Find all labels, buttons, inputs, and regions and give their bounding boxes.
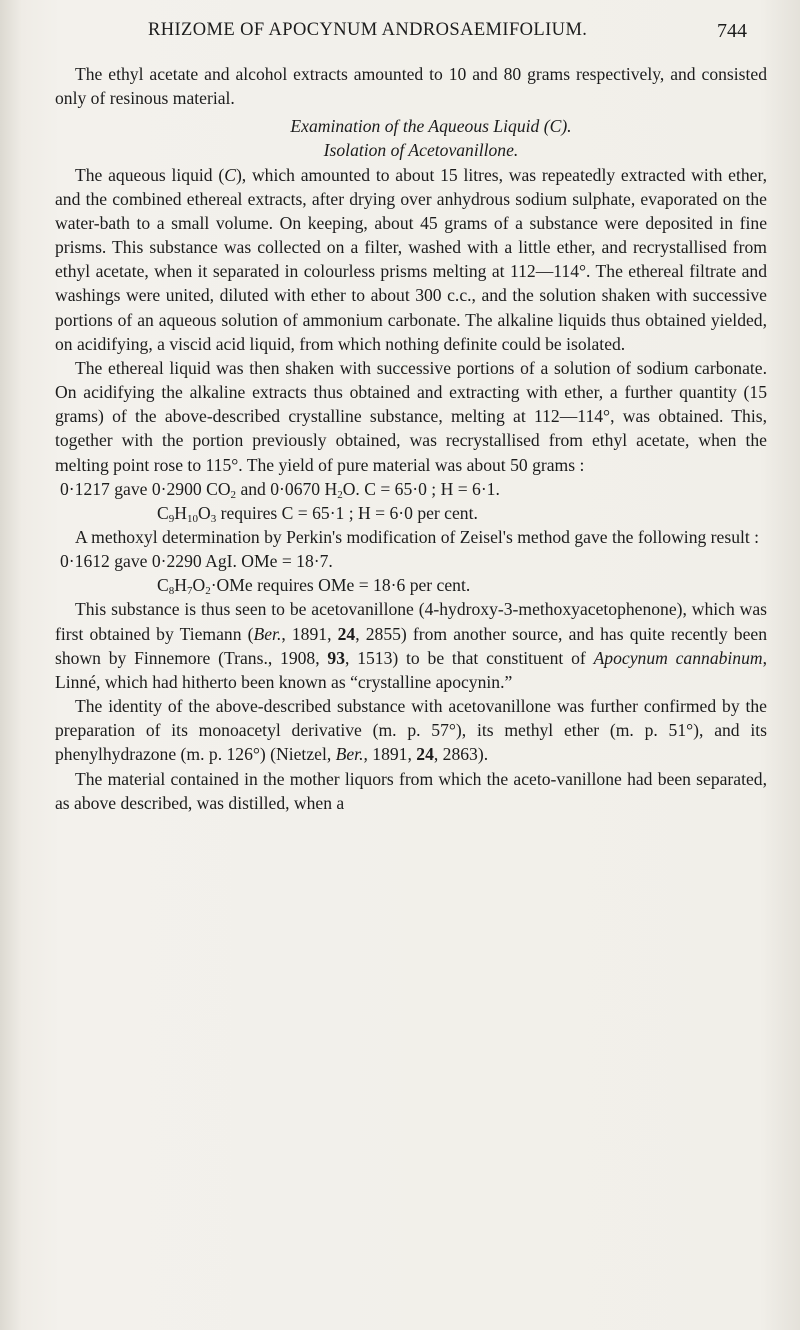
subscript: 3 [210, 512, 217, 525]
volume-number: 24 [416, 744, 434, 765]
combustion-analysis-required [55, 501, 767, 525]
subscript: 9 [168, 512, 175, 525]
paragraph-identification [55, 597, 767, 694]
text-run: 0·1217 gave 0·2900 CO [60, 478, 231, 499]
text-run: , 2855) from another source, and has quite recently been shown by Finnemore (Trans., 1908, [55, 623, 767, 668]
text-run: , 1891, [363, 744, 417, 765]
subscript: 7 [186, 585, 193, 598]
subscript: 2 [337, 488, 343, 501]
text-run: The identity of the above-described substance with acetovanillone was further confirmed by the preparation of its monoacetyl derivative (m. p. 57°), its methyl ether (m. p. 51°), and its phenylhydrazone (m. p. 126°) (Nietzel, [55, 696, 767, 765]
combustion-analysis-found [55, 477, 767, 501]
volume-number: 24 [337, 623, 356, 644]
paragraph-aqueous-liquid [55, 163, 767, 356]
volume-number: 93 [327, 647, 346, 668]
text-run: O [197, 502, 211, 523]
body-text [55, 62, 767, 815]
paragraph-confirmation [55, 694, 767, 766]
text-run: requires C = 65·1 ; H = 6·0 per cent. [216, 502, 478, 523]
text-run: H [174, 575, 187, 596]
text-run: The aqueous liquid ( [75, 164, 225, 185]
subscript: 10 [186, 512, 198, 525]
running-title: RHIZOME OF APOCYNUM ANDROSAEMIFOLIUM. [148, 20, 588, 40]
text-run: , Linné, which had hitherto been known as “crystalline apocynin.” [55, 647, 768, 692]
text-run: and 0·0670 H [236, 478, 338, 499]
journal-abbrev: Ber. [335, 744, 364, 765]
text-run: , 2863). [433, 744, 489, 765]
paragraph-mother-liquors: The material contained in the mother liquors from which the aceto-vanillone had been separated, as above described, was distilled, when a [55, 768, 767, 813]
journal-abbrev: Ber. [253, 623, 282, 644]
subscript: 2 [230, 488, 237, 501]
paragraph-ethereal-liquid: The ethereal liquid was then shaken with successive portions of a solution of sodium carbonate. On acidifying the alkaline extracts thus obtained and extracting with ether, a further quantity (15 grams) of the above-described crystalline substance, melting at 112—114°, was obtained. This, together with the portion previously obtained, was recrystallised from ethyl acetate, when the melting point rose to 115°. The yield of pure material was about 50 grams : [55, 357, 767, 475]
species-name: Apocynum cannabinum [593, 647, 763, 668]
text-run: ·OMe requires OMe = 18·6 per cent. [210, 575, 471, 596]
text-run: , 1891, [281, 623, 338, 644]
text-run: C [157, 502, 169, 523]
text-run-italic: C [224, 164, 236, 185]
section-heading: Examination of the Aqueous Liquid (C). [290, 116, 572, 137]
running-head [0, 20, 800, 50]
text-run: , 1513) to be that constituent of [345, 647, 594, 668]
subscript: 2 [205, 585, 211, 598]
intro-paragraph: The ethyl acetate and alcohol extracts amounted to 10 and 80 grams respectively, and consisted only of resinous material. [55, 64, 767, 109]
text-run: O [192, 575, 206, 596]
text-run: H [174, 502, 187, 523]
sub-heading: Isolation of Acetovanillone. [323, 140, 519, 161]
methoxyl-analysis-required [55, 573, 767, 597]
text-run: This substance is thus seen to be acetovanillone (4-hydroxy-3-methoxyacetophenone), which was first obtained by Tiemann ( [55, 599, 767, 644]
page-number: 744 [717, 20, 747, 42]
subscript: 8 [168, 585, 175, 598]
methoxyl-analysis-found: 0·1612 gave 0·2290 AgI. OMe = 18·7. [60, 551, 333, 572]
text-run: C [157, 575, 169, 596]
text-run: ), which amounted to about 15 litres, was repeatedly extracted with ether, and the combined ethereal extracts, after drying over anhydrous sodium sulphate, evaporated on the water-bath to a small volume. On keeping, about 45 grams of a substance were deposited in fine prisms. This substance was collected on a filter, washed with a little ether, and recrystallised from ethyl acetate, when it separated in colourless prisms melting at 112—114°. The ethereal filtrate and washings were united, diluted with ether to about 300 c.c., and the solution shaken with successive portions of an aqueous solution of ammonium carbonate. The alkaline liquids thus obtained yielded, on acidifying, a viscid acid liquid, from which nothing definite could be isolated. [55, 164, 767, 354]
paragraph-methoxyl: A methoxyl determination by Perkin's modification of Zeisel's method gave the following result : [75, 526, 760, 547]
text-run: O. C = 65·0 ; H = 6·1. [342, 478, 500, 499]
